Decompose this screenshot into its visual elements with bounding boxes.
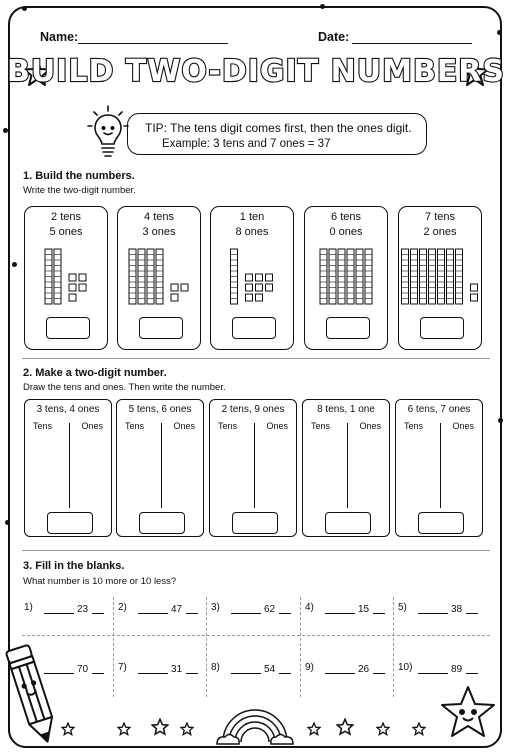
item-value: 62 — [264, 604, 276, 615]
column-divider — [347, 423, 348, 508]
one-cube — [181, 284, 188, 291]
blank-after[interactable] — [92, 613, 104, 614]
blank-after[interactable] — [92, 673, 104, 674]
one-cube — [69, 274, 76, 281]
ten-rod — [402, 249, 409, 304]
tens-label: 6 tens — [331, 211, 361, 223]
draw-card-title: 5 tens, 6 ones — [128, 404, 192, 415]
section1-heading: 1. Build the numbers. — [23, 170, 135, 182]
section1-instruction: Write the two-digit number. — [23, 185, 136, 196]
ten-rod — [320, 249, 327, 304]
draw-card — [116, 399, 204, 537]
draw-card — [209, 399, 297, 537]
ten-rod — [329, 249, 336, 304]
draw-card-title: 6 tens, 7 ones — [407, 404, 471, 415]
ten-rod — [365, 249, 372, 304]
item-number: 7) — [118, 662, 127, 673]
answer-box[interactable] — [326, 317, 370, 339]
one-cube — [246, 274, 253, 281]
fill-blank-item — [118, 602, 206, 622]
draw-card — [302, 399, 390, 537]
column-divider — [113, 597, 114, 697]
blank-after[interactable] — [186, 613, 198, 614]
ten-rod — [438, 249, 445, 304]
column-divider — [161, 423, 162, 508]
blank-before[interactable] — [44, 613, 74, 614]
draw-card-title: 3 tens, 4 ones — [36, 404, 100, 415]
tens-column-label: Tens — [311, 421, 331, 431]
tip-text: TIP: The tens digit comes first, then the ones digit. — [145, 121, 412, 135]
number-card — [24, 206, 108, 350]
item-value: 47 — [171, 604, 183, 615]
tip-example: Example: 3 tens and 7 ones = 37 — [162, 138, 331, 150]
fill-blank-item — [118, 662, 206, 682]
number-card — [210, 206, 294, 350]
ones-column-label: Ones — [266, 421, 288, 431]
row-divider — [22, 635, 490, 636]
item-number: 10) — [398, 662, 413, 673]
ten-rod — [347, 249, 354, 304]
fill-blank-item — [24, 602, 112, 622]
border-dot — [5, 520, 10, 525]
small-star-icon — [117, 722, 131, 736]
ones-column-label: Ones — [81, 421, 103, 431]
base-ten-blocks — [211, 247, 295, 311]
blank-before[interactable] — [325, 673, 355, 674]
one-cube — [266, 274, 273, 281]
one-cube — [256, 284, 263, 291]
one-cube — [171, 284, 178, 291]
date-label: Date: — [318, 30, 350, 44]
base-ten-blocks — [399, 247, 483, 311]
date-field[interactable] — [352, 43, 472, 44]
column-divider — [69, 423, 70, 508]
blank-after[interactable] — [186, 673, 198, 674]
tens-column-label: Tens — [125, 421, 145, 431]
number-card — [304, 206, 388, 350]
item-number: 8) — [211, 662, 220, 673]
fill-blank-item — [211, 662, 299, 682]
section-divider — [22, 550, 490, 551]
ones-label: 5 ones — [49, 226, 83, 238]
base-ten-blocks — [305, 247, 389, 311]
item-value: 38 — [451, 604, 463, 615]
section2-heading: 2. Make a two-digit number. — [23, 367, 167, 379]
item-number: 1) — [24, 602, 33, 613]
tens-label: 4 tens — [144, 211, 174, 223]
blank-before[interactable] — [231, 673, 261, 674]
ten-rod — [231, 249, 238, 304]
item-number: 3) — [211, 602, 220, 613]
ones-column-label: Ones — [173, 421, 195, 431]
border-dot — [320, 4, 325, 9]
fill-blank-item — [305, 662, 393, 682]
tens-label: 7 tens — [425, 211, 455, 223]
worksheet-title: BUILD TWO-DIGIT NUMBERS — [6, 54, 506, 89]
blank-after[interactable] — [279, 673, 291, 674]
ten-rod — [45, 249, 52, 304]
one-cube — [256, 294, 263, 301]
fill-blank-item — [398, 602, 486, 622]
ten-rod — [447, 249, 454, 304]
small-star-icon — [61, 722, 75, 736]
one-cube — [69, 294, 76, 301]
tens-column-label: Tens — [218, 421, 238, 431]
one-cube — [69, 284, 76, 291]
one-cube — [256, 274, 263, 281]
border-dot — [12, 262, 17, 267]
item-value: 23 — [77, 604, 89, 615]
ones-label: 0 ones — [329, 226, 363, 238]
blank-before[interactable] — [231, 613, 261, 614]
one-cube — [471, 284, 478, 291]
ones-column-label: Ones — [452, 421, 474, 431]
small-star-icon — [412, 722, 426, 736]
item-number: 2) — [118, 602, 127, 613]
tens-label: 1 ten — [239, 211, 265, 223]
fill-blank-item — [398, 662, 486, 682]
border-dot — [3, 128, 8, 133]
column-divider — [254, 423, 255, 508]
one-cube — [79, 274, 86, 281]
item-value: 89 — [451, 664, 463, 675]
ten-rod — [456, 249, 463, 304]
one-cube — [246, 284, 253, 291]
draw-card-title: 8 tens, 1 one — [317, 404, 375, 415]
section3-instruction: What number is 10 more or 10 less? — [23, 576, 177, 587]
one-cube — [171, 294, 178, 301]
small-star-icon — [180, 722, 194, 736]
answer-box[interactable] — [420, 317, 464, 339]
blank-before[interactable] — [418, 613, 448, 614]
one-cube — [79, 284, 86, 291]
blank-after[interactable] — [279, 613, 291, 614]
border-dot — [497, 30, 502, 35]
answer-box[interactable] — [47, 512, 93, 534]
column-divider — [393, 597, 394, 697]
draw-card-title: 2 tens, 9 ones — [221, 404, 285, 415]
border-dot — [22, 6, 27, 11]
answer-box[interactable] — [139, 512, 185, 534]
small-star-icon — [336, 718, 354, 736]
blank-after[interactable] — [466, 673, 478, 674]
small-star-icon — [307, 722, 321, 736]
ten-rod — [129, 249, 136, 304]
border-dot — [498, 418, 503, 423]
ten-rod — [429, 249, 436, 304]
one-cube — [246, 294, 253, 301]
section2-instruction: Draw the tens and ones. Then write the number. — [23, 382, 226, 393]
one-cube — [266, 284, 273, 291]
item-number: 9) — [305, 662, 314, 673]
blank-before[interactable] — [418, 673, 448, 674]
section-divider — [22, 358, 490, 359]
fill-blank-item — [305, 602, 393, 622]
ones-label: 8 ones — [235, 226, 269, 238]
item-value: 31 — [171, 664, 183, 675]
tens-column-label: Tens — [404, 421, 424, 431]
name-label: Name: — [40, 30, 79, 44]
answer-box[interactable] — [46, 317, 90, 339]
answer-box[interactable] — [232, 512, 278, 534]
item-value: 26 — [358, 664, 370, 675]
name-field[interactable] — [78, 43, 228, 44]
small-star-icon — [151, 718, 169, 736]
tens-label: 2 tens — [51, 211, 81, 223]
ten-rod — [411, 249, 418, 304]
pencil-icon — [4, 640, 60, 748]
ten-rod — [420, 249, 427, 304]
blank-after[interactable] — [466, 613, 478, 614]
ones-label: 3 ones — [142, 226, 176, 238]
column-divider — [206, 597, 207, 697]
ten-rod — [147, 249, 154, 304]
answer-box[interactable] — [232, 317, 276, 339]
ten-rod — [356, 249, 363, 304]
fill-blank-item — [211, 602, 299, 622]
ten-rod — [54, 249, 61, 304]
blank-after[interactable] — [373, 613, 385, 614]
blank-before[interactable] — [138, 613, 168, 614]
column-divider — [300, 597, 301, 697]
ones-column-label: Ones — [359, 421, 381, 431]
item-number: 5) — [398, 602, 407, 613]
answer-box[interactable] — [418, 512, 464, 534]
ten-rod — [156, 249, 163, 304]
blank-before[interactable] — [138, 673, 168, 674]
item-number: 4) — [305, 602, 314, 613]
item-value: 70 — [77, 664, 89, 675]
item-value: 15 — [358, 604, 370, 615]
column-divider — [440, 423, 441, 508]
base-ten-blocks — [25, 247, 109, 311]
tens-column-label: Tens — [33, 421, 53, 431]
answer-box[interactable] — [325, 512, 371, 534]
number-card — [398, 206, 482, 350]
draw-card — [395, 399, 483, 537]
item-value: 54 — [264, 664, 276, 675]
ten-rod — [138, 249, 145, 304]
blank-after[interactable] — [373, 673, 385, 674]
number-card — [117, 206, 201, 350]
blank-before[interactable] — [325, 613, 355, 614]
smiling-star-icon — [438, 684, 498, 742]
draw-card — [24, 399, 112, 537]
ten-rod — [338, 249, 345, 304]
small-star-icon — [376, 722, 390, 736]
one-cube — [471, 294, 478, 301]
lightbulb-icon — [86, 104, 130, 162]
base-ten-blocks — [118, 247, 202, 311]
answer-box[interactable] — [139, 317, 183, 339]
section3-heading: 3. Fill in the blanks. — [23, 560, 125, 572]
rainbow-icon — [215, 704, 295, 746]
ones-label: 2 ones — [423, 226, 457, 238]
